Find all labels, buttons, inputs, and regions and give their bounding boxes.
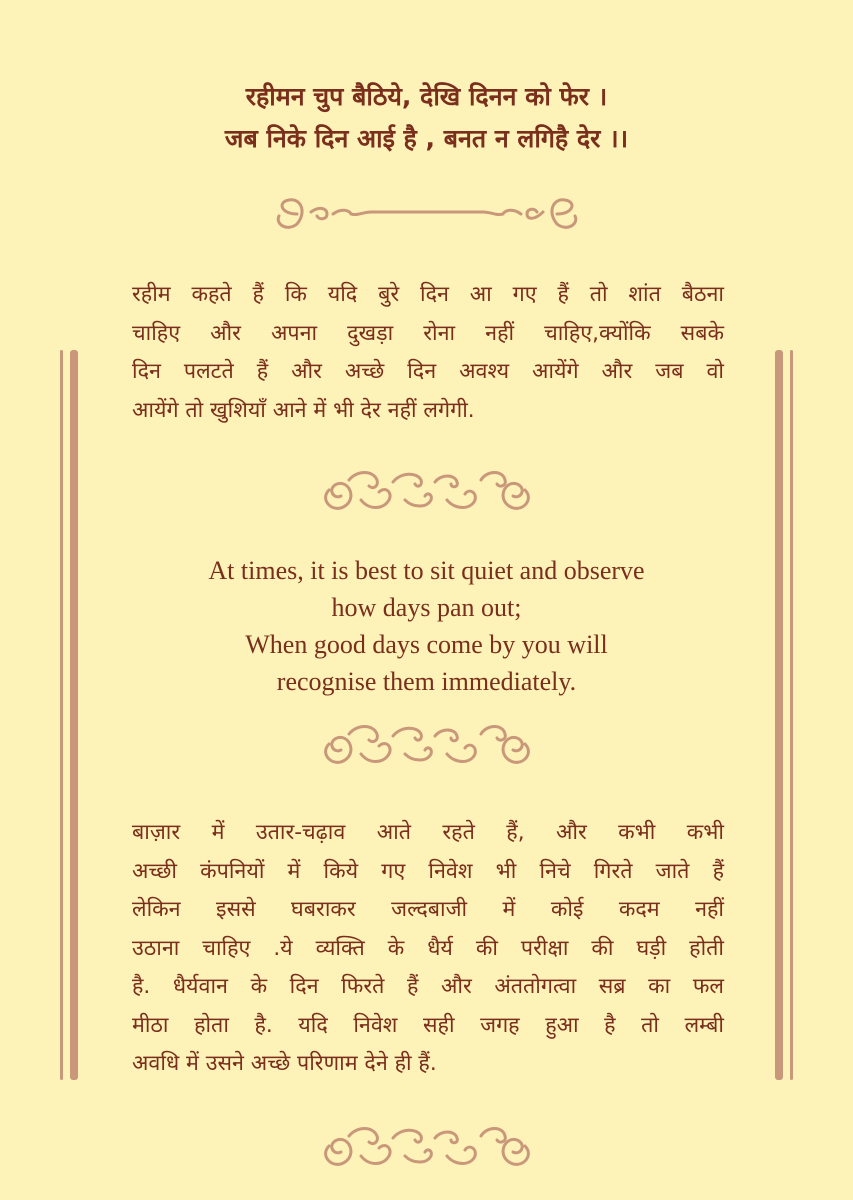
market-note-line: उठाना चाहिए .ये व्यक्ति के धैर्य की परीक्षा की घड़ी होती: [132, 935, 724, 961]
market-note-line: बाज़ार में उतार-चढ़ाव आते रहते हैं, और कभी कभी: [132, 820, 724, 845]
couplet-line-1: रहीमन चुप बैठिये, देखि दिनन को फेर ।: [245, 82, 608, 111]
market-note: [132, 814, 724, 1084]
couplet-line-2: जब निके दिन आई है , बनत न लगिहै देर ।।: [224, 124, 629, 153]
scroll-flourish-icon: [0, 710, 853, 774]
meaning-english-line: how days pan out;: [331, 593, 522, 622]
market-note-line: है. धैर्यवान के दिन फिरते हैं और अंततोगत्वा सब्र का फल: [132, 974, 724, 999]
meaning-hindi-line: आयेंगे तो खुशियाँ आने में भी देर नहीं लगेगी.: [132, 397, 475, 423]
market-note-line: मीठा होता है. यदि निवेश सही जगह हुआ है तो लम्बी: [132, 1012, 724, 1038]
meaning-hindi-line: दिन पलटते हैं और अच्छे दिन अवश्य आयेंगे और जब वो: [132, 359, 724, 384]
scroll-flourish-icon: [0, 456, 853, 520]
meaning-hindi-line: रहीम कहते हैं कि यदि बुरे दिन आ गए हैं तो शांत बैठना: [132, 282, 724, 307]
market-note-line: अच्छी कंपनियों में किये गए निवेश भी निचे गिरते जाते हैं: [132, 858, 724, 884]
meaning-english-line: When good days come by you will: [245, 630, 608, 659]
meaning-english-line: recognise them immediately.: [276, 667, 577, 696]
meaning-hindi: [132, 276, 724, 430]
meaning-hindi-line: चाहिए और अपना दुखड़ा रोना नहीं चाहिए,क्योंकि सबके: [132, 320, 724, 346]
market-note-line: लेकिन इससे घबराकर जल्दबाजी में कोई कदम नहीं: [132, 897, 724, 922]
meaning-english-line: At times, it is best to sit quiet and observe: [208, 556, 645, 585]
market-note-line: अवधि में उसने अच्छे परिणाम देने ही हैं.: [132, 1051, 437, 1076]
swirl-divider-icon: [0, 192, 853, 236]
scroll-flourish-icon: [0, 1112, 853, 1176]
meaning-english: [0, 552, 853, 700]
couplet: [0, 76, 853, 160]
